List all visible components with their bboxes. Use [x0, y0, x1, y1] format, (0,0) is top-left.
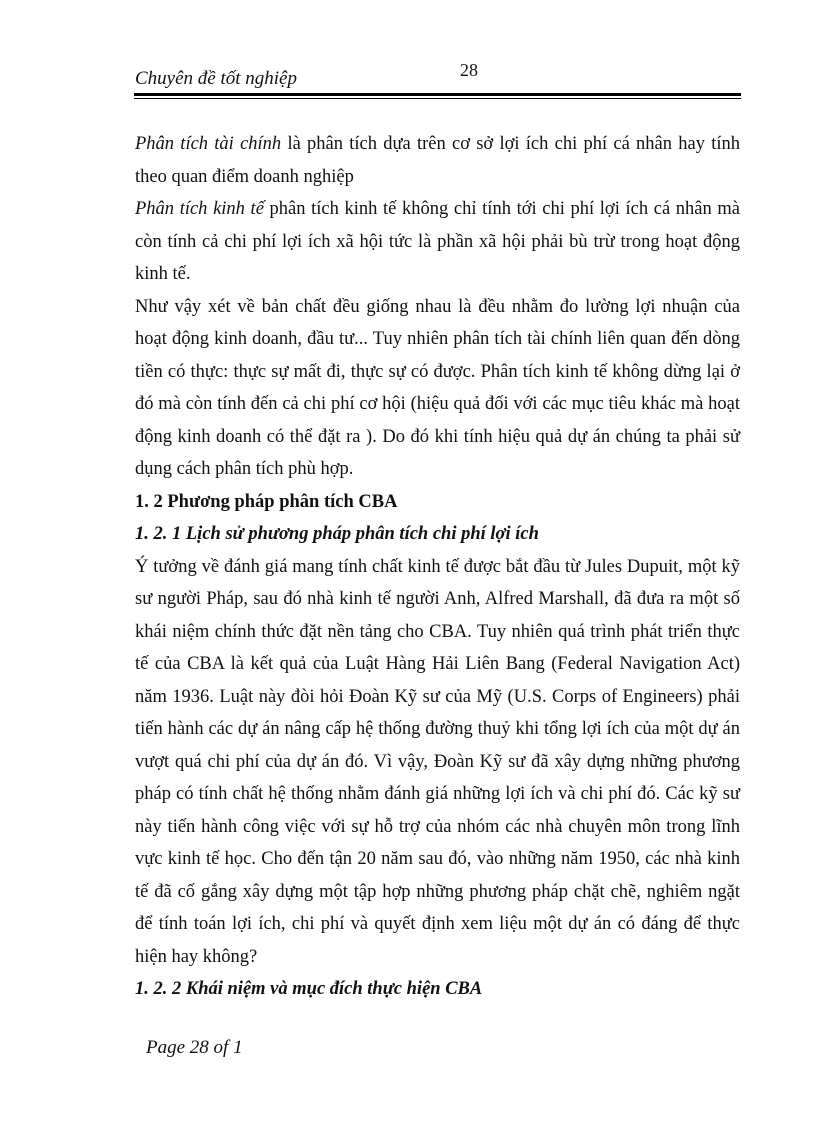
paragraph-comparison: Như vậy xét về bản chất đều giống nhau là đều nhằm đo lường lợi nhuận của hoạt động kinh doanh, đầu tư... Tuy nhiên phân tích tài chính liên quan đến dòng tiền có thực: thực sự mất đi, thực sự có được. Phân tích kinh tế không dừng lại ở đó mà còn tính đến cả chi phí cơ hội (hiệu quả đối với các mục tiêu khác mà hoạt động kinh doanh có thể đặt ra ). Do đó khi tính hiệu quả dự án chúng ta phải sử dụng cách phân tích phù hợp. — [135, 296, 740, 479]
header-rule-thick — [134, 93, 741, 96]
paragraph-text: phân tích kinh tế không chỉ tính tới chi phí lợi ích cá nhân mà còn tính cả chi phí lợi ích xã hội tức là phần xã hội phải bù trừ trong hoạt động kinh tế. — [135, 199, 740, 284]
heading-section-1-2: 1. 2 Phương pháp phân tích CBA — [135, 491, 398, 512]
paragraph-economic-analysis — [135, 193, 740, 291]
header-rule-thin — [134, 98, 741, 99]
term-financial-analysis: Phân tích tài chính — [135, 134, 282, 154]
heading-section-1-2-1: 1. 2. 1 Lịch sử phương pháp phân tích chi phí lợi ích — [135, 524, 539, 544]
document-body — [135, 128, 740, 1006]
paragraph-history: Ý tưởng về đánh giá mang tính chất kinh tế được bắt đầu từ Jules Dupuit, một kỹ sư người Pháp, sau đó nhà kinh tế người Anh, Alfred Marshall, đã đưa ra một số khái niệm chính thức đặt nền tảng cho CBA. Tuy nhiên quá trình phát triển thực tế của CBA là kết quả của Luật Hàng Hải Liên Bang (Federal Navigation Act) năm 1936. Luật này đòi hỏi Đoàn Kỹ sư của Mỹ (U.S. Corps of Engineers) phải tiến hành các dự án nâng cấp hệ thống đường thuỷ khi tổng lợi ích của một dự án vượt quá chi phí của dự án đó. Vì vậy, Đoàn Kỹ sư đã xây dựng những phương pháp có tính chất hệ thống nhằm đánh giá những lợi ích và chi phí đó. Các kỹ sư này tiến hành công việc với sự hỗ trợ của nhóm các nhà chuyên môn trong lĩnh vực kinh tế học. Cho đến tận 20 năm sau đó, vào những năm 1950, các nhà kinh tế đã cố gắng xây dựng một tập hợp những phương pháp chặt chẽ, nghiêm ngặt để tính toán lợi ích, chi phí và quyết định xem liệu một dự án có đáng để thực hiện hay không? — [135, 556, 740, 967]
footer-page-label: Page 28 of 1 — [146, 1037, 243, 1058]
page-number: 28 — [460, 60, 478, 80]
header-title: Chuyên đề tốt nghiệp — [135, 68, 297, 89]
paragraph-text: là phân tích dựa trên cơ sở lợi ích chi phí cá nhân hay tính theo quan điểm doanh nghiệp — [135, 134, 740, 187]
heading-section-1-2-2: 1. 2. 2 Khái niệm và mục đích thực hiện CBA — [135, 979, 483, 999]
term-economic-analysis: Phân tích kinh tế — [135, 199, 264, 219]
paragraph-financial-analysis — [135, 128, 740, 193]
